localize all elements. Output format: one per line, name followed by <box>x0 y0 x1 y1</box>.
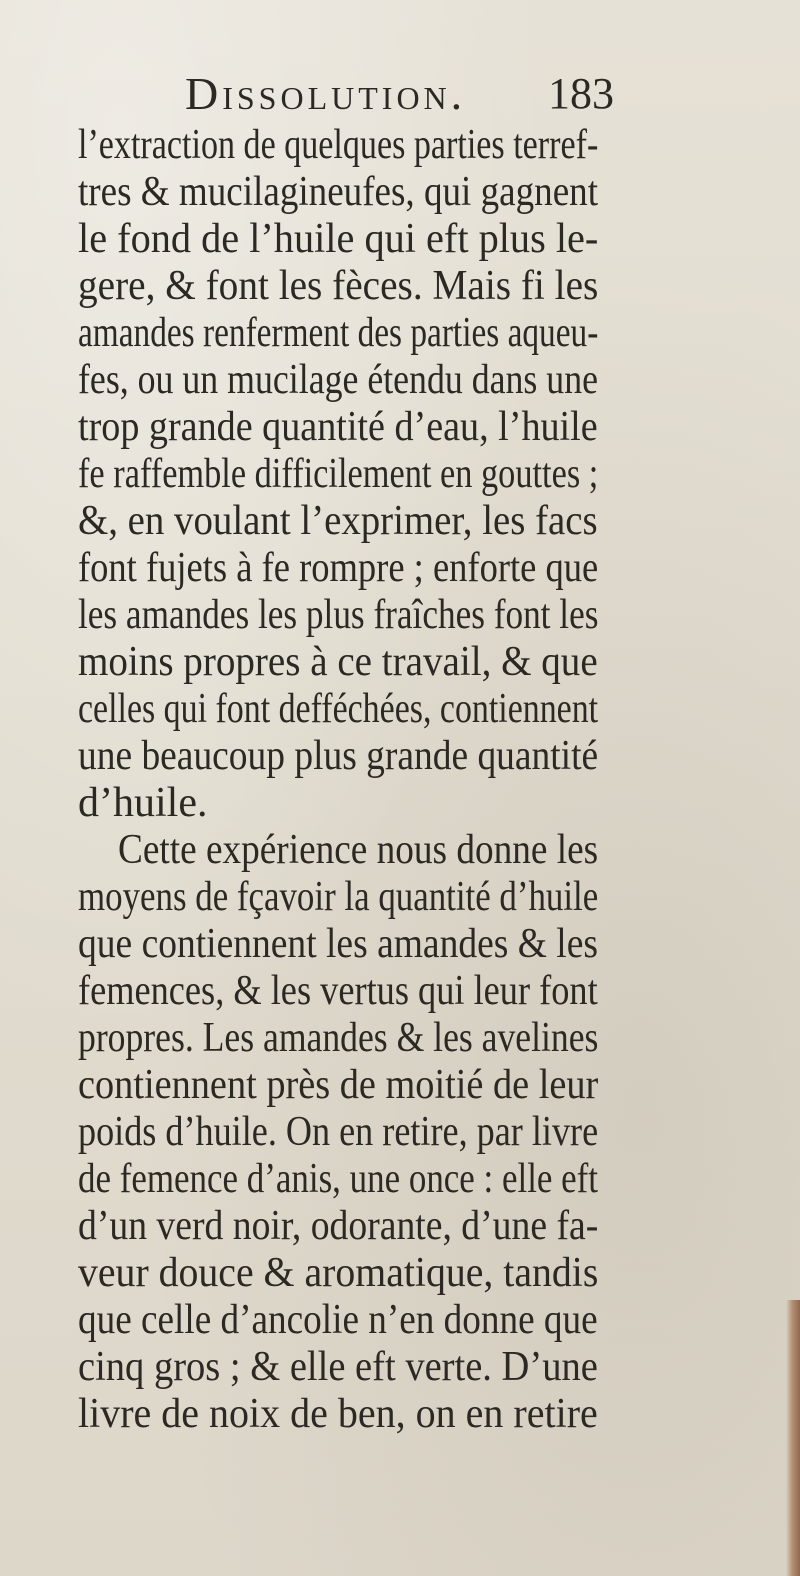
text-line: poids d’huile. On en retire, par livre <box>78 1109 599 1155</box>
page-number: 183 <box>548 69 614 118</box>
text-line: fes, ou un mucilage étendu dans une <box>78 357 598 403</box>
text-line: d’un verd noir, odorante, d’une fa- <box>78 1203 599 1249</box>
text-line: font fujets à fe rompre ; enforte que <box>78 545 599 591</box>
text-line: une beaucoup plus grande quantité <box>78 733 599 779</box>
text-line: moyens de fçavoir la quantité d’huile <box>78 874 599 920</box>
text-line: trop grande quantité d’eau, l’huile <box>78 404 598 450</box>
text-line: femences, & les vertus qui leur font <box>78 968 598 1014</box>
text-line: de femence d’anis, une once : elle eft <box>78 1156 599 1202</box>
text-line: fe raffemble difficilement en gouttes ; <box>78 451 599 497</box>
text-line: le fond de l’huile qui eft plus le- <box>78 216 599 262</box>
text-line: livre de noix de ben, on en retire <box>78 1391 598 1437</box>
text-line: moins propres à ce travail, & que <box>78 639 598 685</box>
text-line: propres. Les amandes & les avelines <box>78 1015 599 1061</box>
text-line: amandes renferment des parties aqueu- <box>78 310 599 356</box>
text-line: celles qui font defféchées, contiennent <box>78 686 599 732</box>
text-line: que contiennent les amandes & les <box>78 921 598 967</box>
running-head <box>0 66 800 122</box>
text-line: gere, & font les fèces. Mais fi les <box>78 263 599 309</box>
page-edge <box>786 1300 800 1576</box>
text-line: Cette expérience nous donne les <box>118 827 599 873</box>
text-line: d’huile. <box>78 780 208 826</box>
text-line: l’extraction de quelques parties terref- <box>78 122 599 168</box>
text-line: que celle d’ancolie n’en donne que <box>78 1297 598 1343</box>
text-line: veur douce & aromatique, tandis <box>78 1250 599 1296</box>
running-title: Dissolution. <box>185 68 467 119</box>
text-line: tres & mucilagineufes, qui gagnent <box>78 169 599 215</box>
text-line: les amandes les plus fraîches font les <box>78 592 599 638</box>
text-line: &, en voulant l’exprimer, les facs <box>78 498 598 544</box>
text-line: cinq gros ; & elle eft verte. D’une <box>78 1344 598 1390</box>
text-line: contiennent près de moitié de leur <box>78 1062 599 1108</box>
